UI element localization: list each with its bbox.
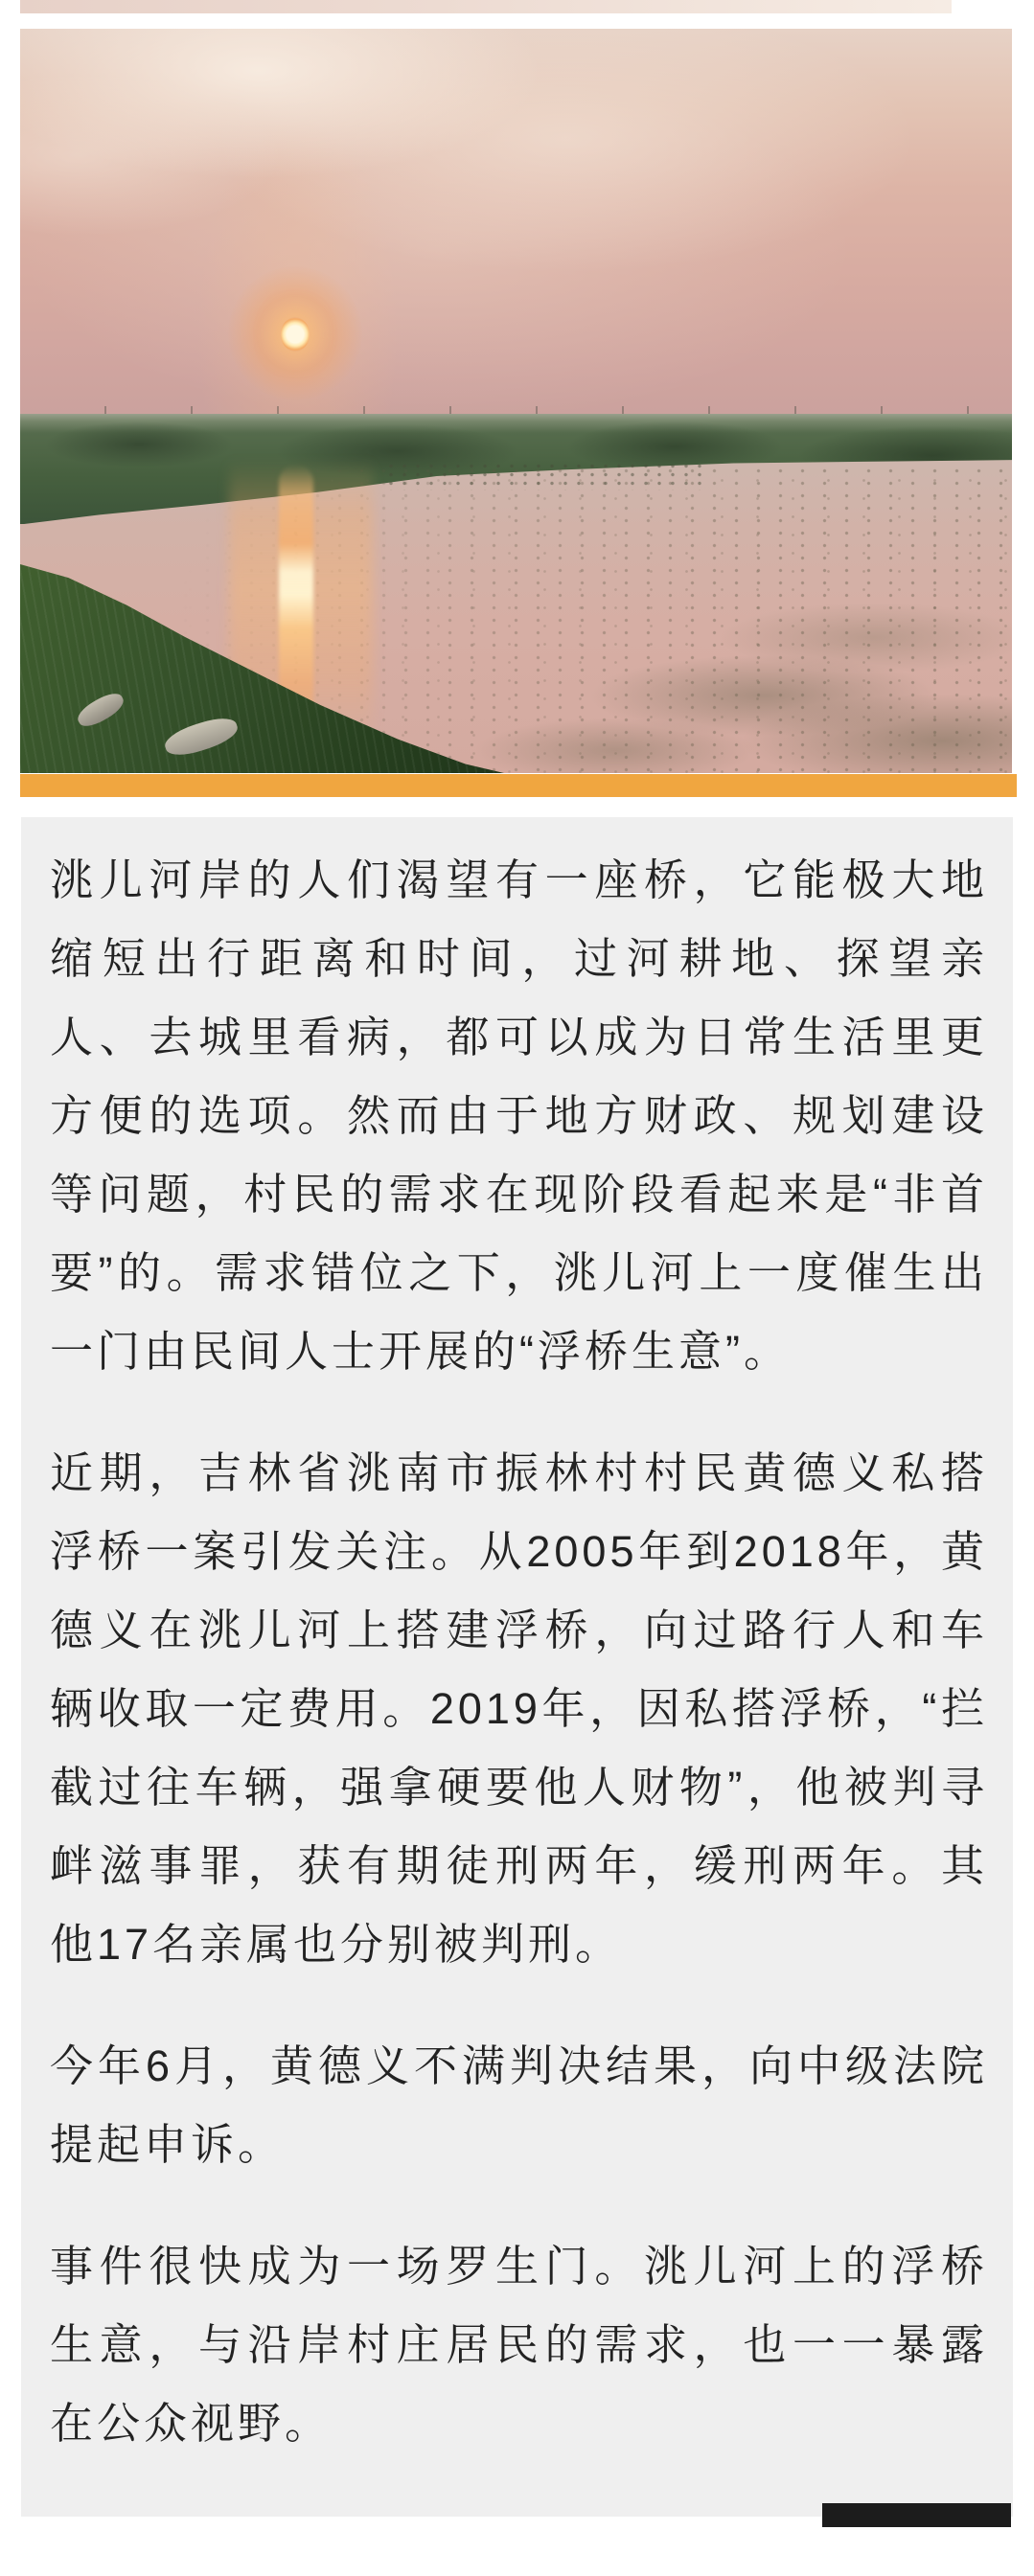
orange-divider-bar: [20, 774, 1017, 797]
previous-image-sliver: [20, 0, 952, 13]
paragraph: 近期，吉林省洮南市振林村村民黄德义私搭浮桥一案引发关注。从2005年到2018年，黄德义在洮儿河上搭建浮桥，向过路行人和车辆收取一定费用。2019年，因私搭浮桥，“拦截过往车辆，强拿硬要他人财物”，他被判寻衅滋事罪，获有期徒刑两年，缓刑两年。其他17名亲属也分别被判刑。: [50, 1448, 988, 1969]
article-body: [21, 817, 1013, 2517]
cloud-haze: [20, 29, 1012, 450]
paragraph: 今年6月，黄德义不满判决结果，向中级法院提起申诉。: [50, 2041, 988, 2169]
paragraph: 洮儿河岸的人们渴望有一座桥，它能极大地缩短出行距离和时间，过河耕地、探望亲人、去城里看病，都可以成为日常生活里更方便的选项。然而由于地方财政、规划建设等问题，村民的需求在现阶段看起来是“非首要”的。需求错位之下，洮儿河上一度催生出一门由民间人士开展的“浮桥生意”。: [50, 855, 988, 1376]
hero-image[interactable]: [20, 29, 1012, 773]
sun: [281, 317, 310, 352]
shoreline-specks: [384, 462, 710, 490]
paragraph: 事件很快成为一场罗生门。洮儿河上的浮桥生意，与沿岸村庄居民的需求，也一一暴露在公众视野。: [50, 2242, 988, 2448]
footer-black-bar: [822, 2503, 1011, 2527]
